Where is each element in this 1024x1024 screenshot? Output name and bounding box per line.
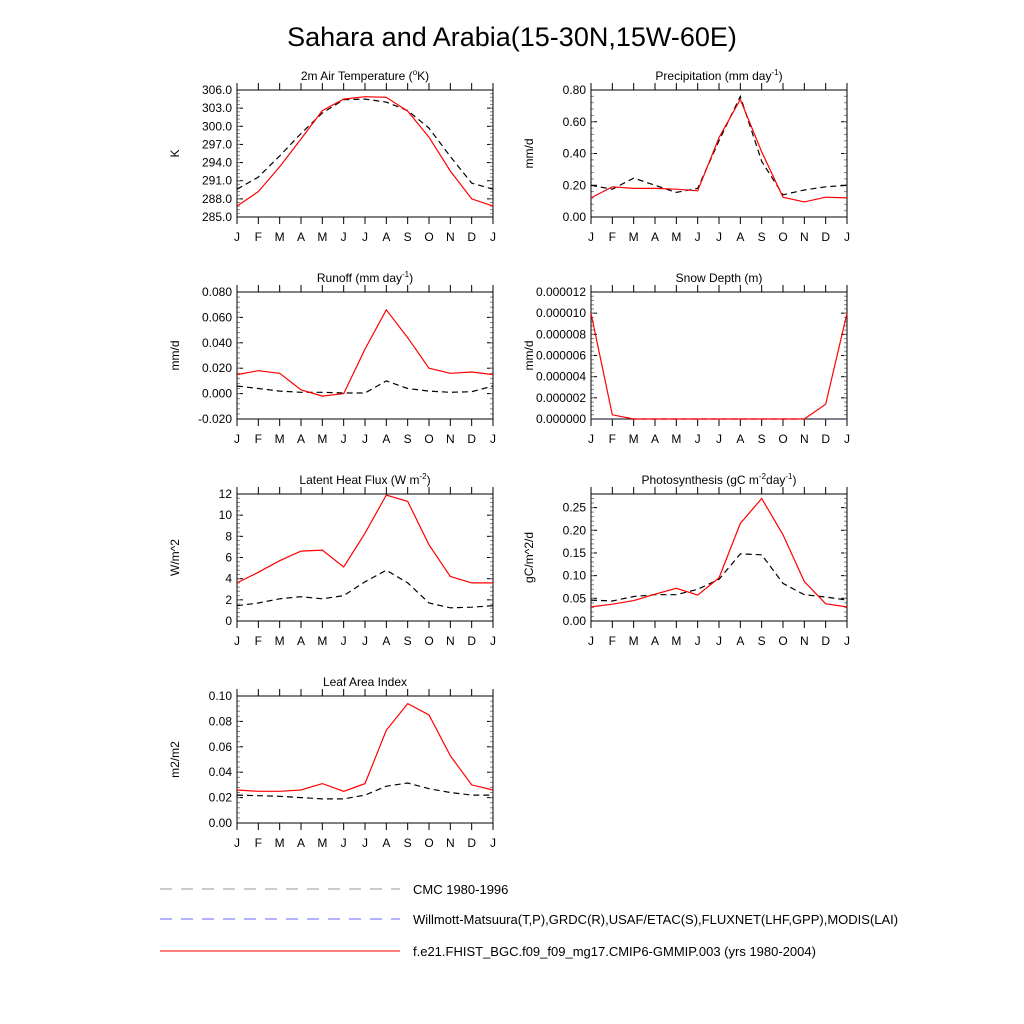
x-tick-label: A <box>382 230 391 244</box>
x-tick-label: A <box>296 634 306 648</box>
x-tick-label: F <box>254 836 263 850</box>
x-tick-label: F <box>608 230 617 244</box>
y-tick-label: 0.080 <box>201 285 232 299</box>
figure-title: Sahara and Arabia(15-30N,15W-60E) <box>287 22 737 52</box>
series-line-model <box>591 313 847 419</box>
x-tick-label: J <box>588 432 594 446</box>
x-tick-label: S <box>403 432 412 446</box>
plot-frame <box>591 292 847 419</box>
series-line-obs <box>237 381 493 393</box>
x-tick-label: A <box>382 634 391 648</box>
title-text: day <box>766 473 786 487</box>
x-tick-label: J <box>694 432 701 446</box>
panel-3 <box>168 270 496 446</box>
y-tick-label: 0.20 <box>562 523 586 538</box>
y-tick-label: 291.0 <box>201 173 232 188</box>
x-tick-label: S <box>757 634 766 648</box>
x-tick-label: A <box>736 230 745 244</box>
panel-6 <box>522 472 850 648</box>
x-tick-label: M <box>628 432 639 446</box>
series-line-model <box>591 100 847 202</box>
x-tick-label: N <box>799 634 809 648</box>
title-text: K) <box>417 69 430 83</box>
y-axis-label: W/m^2 <box>168 539 182 576</box>
plot-frame <box>237 90 493 217</box>
panel-title <box>676 271 763 285</box>
title-text: Latent Heat Flux (W m <box>299 473 420 487</box>
y-tick-label: -0.020 <box>197 412 232 426</box>
x-tick-label: M <box>274 836 285 850</box>
y-tick-label: 0.02 <box>208 790 232 805</box>
y-tick-label: 300.0 <box>201 119 232 134</box>
panel-title <box>323 675 407 689</box>
y-tick-label: 4 <box>225 571 232 586</box>
title-text: Snow Depth (m) <box>675 271 763 285</box>
x-tick-label: J <box>490 836 496 850</box>
y-tick-label: 0.040 <box>201 335 232 350</box>
x-tick-label: F <box>254 230 263 244</box>
y-tick-label: 0.000012 <box>535 285 586 299</box>
x-tick-label: J <box>490 634 496 648</box>
y-tick-label: 0.15 <box>562 545 586 560</box>
y-tick-label: 288.0 <box>201 191 232 206</box>
x-tick-label: A <box>296 432 306 446</box>
y-tick-label: 0.10 <box>208 689 232 703</box>
panel-7 <box>168 675 496 850</box>
x-tick-label: J <box>844 634 850 648</box>
series-line-model <box>237 97 493 206</box>
panel-1 <box>168 68 496 244</box>
series-line-model <box>237 495 493 583</box>
title-superscript: -1 <box>785 472 793 481</box>
y-tick-label: 0.25 <box>562 500 586 515</box>
y-tick-label: 294.0 <box>201 155 232 170</box>
plot-frame <box>591 90 847 217</box>
x-tick-label: J <box>362 836 368 850</box>
x-tick-label: S <box>757 432 766 446</box>
x-tick-label: J <box>490 230 496 244</box>
panel-5 <box>168 472 496 648</box>
y-axis-label: mm/d <box>522 340 536 371</box>
x-tick-label: N <box>445 432 455 446</box>
x-tick-label: F <box>608 634 617 648</box>
y-axis-label: gC/m^2/d <box>522 532 536 583</box>
x-tick-label: D <box>821 230 831 244</box>
x-tick-label: A <box>650 634 660 648</box>
series-line-model <box>591 499 847 607</box>
y-tick-label: 0.000008 <box>535 327 586 342</box>
y-tick-label: 0.10 <box>562 568 586 583</box>
series-line-model <box>237 704 493 792</box>
title-text: ) <box>792 473 797 487</box>
x-tick-label: M <box>317 432 328 446</box>
x-tick-label: J <box>716 432 722 446</box>
legend-label: f.e21.FHIST_BGC.f09_f09_mg17.CMIP6-GMMIP.003 (yrs 1980-2004) <box>413 944 816 959</box>
y-tick-label: 0.000010 <box>535 306 586 321</box>
y-tick-label: 306.0 <box>201 83 232 97</box>
x-tick-label: O <box>424 634 434 648</box>
y-tick-label: 0.000002 <box>535 390 586 405</box>
x-tick-label: A <box>296 230 306 244</box>
x-tick-label: M <box>274 230 285 244</box>
legend-label: CMC 1980-1996 <box>413 882 509 897</box>
x-tick-label: N <box>445 836 455 850</box>
plot-frame <box>237 696 493 823</box>
series-line-obs <box>237 570 493 608</box>
title-superscript: -2 <box>758 472 767 481</box>
x-tick-label: M <box>671 230 682 244</box>
y-tick-label: 303.0 <box>201 101 232 116</box>
y-tick-label: 8 <box>225 529 232 544</box>
x-tick-label: J <box>490 432 496 446</box>
x-tick-label: M <box>628 634 639 648</box>
x-tick-label: J <box>340 634 347 648</box>
x-tick-label: N <box>799 230 809 244</box>
x-tick-label: J <box>362 634 368 648</box>
x-tick-label: O <box>778 432 788 446</box>
y-tick-label: 285.0 <box>201 210 232 224</box>
title-text: ) <box>426 473 431 487</box>
x-tick-label: N <box>445 230 455 244</box>
panel-2 <box>522 68 850 244</box>
y-tick-label: 0.060 <box>201 310 232 325</box>
y-axis-label: m2/m2 <box>168 741 182 778</box>
x-tick-label: N <box>799 432 809 446</box>
legend <box>160 882 898 959</box>
x-tick-label: M <box>274 634 285 648</box>
title-text: Precipitation (mm day <box>655 69 772 83</box>
title-text: Leaf Area Index <box>322 675 408 689</box>
y-axis-label: K <box>168 149 182 158</box>
x-tick-label: F <box>608 432 617 446</box>
title-text: ) <box>778 69 783 83</box>
x-tick-label: D <box>467 634 477 648</box>
y-tick-label: 12 <box>218 487 232 501</box>
x-tick-label: J <box>340 230 347 244</box>
x-tick-label: O <box>424 230 434 244</box>
y-tick-label: 2 <box>225 592 232 607</box>
y-tick-label: 0.000000 <box>535 412 586 426</box>
panel-4 <box>522 271 850 446</box>
x-tick-label: A <box>382 432 391 446</box>
x-tick-label: M <box>671 634 682 648</box>
y-tick-label: 297.0 <box>201 137 232 152</box>
y-tick-label: 0.05 <box>562 591 586 606</box>
x-tick-label: J <box>340 432 347 446</box>
x-tick-label: S <box>403 836 412 850</box>
x-tick-label: N <box>445 634 455 648</box>
plot-frame <box>237 494 493 621</box>
title-text: ) <box>409 271 414 285</box>
x-tick-label: S <box>403 634 412 648</box>
x-tick-label: A <box>382 836 391 850</box>
y-tick-label: 0.020 <box>201 361 232 376</box>
x-tick-label: D <box>467 230 477 244</box>
x-tick-label: J <box>694 230 701 244</box>
panel-title <box>299 472 430 487</box>
x-tick-label: M <box>274 432 285 446</box>
panel-title <box>642 472 797 487</box>
title-text: Runoff (mm day <box>316 271 403 285</box>
x-tick-label: M <box>671 432 682 446</box>
y-tick-label: 10 <box>218 508 232 523</box>
x-tick-label: J <box>234 634 240 648</box>
y-tick-label: 0.06 <box>208 739 232 754</box>
x-tick-label: A <box>736 432 745 446</box>
title-superscript: -2 <box>419 472 427 481</box>
x-tick-label: S <box>757 230 766 244</box>
y-axis-label: mm/d <box>522 138 536 169</box>
x-tick-label: A <box>650 432 660 446</box>
y-tick-label: 0.000006 <box>535 348 586 363</box>
x-tick-label: D <box>821 634 831 648</box>
x-tick-label: O <box>424 432 434 446</box>
x-tick-label: J <box>362 230 368 244</box>
series-line-model <box>237 310 493 396</box>
y-tick-label: 0.00 <box>208 816 232 830</box>
title-text: 2m Air Temperature ( <box>300 69 413 83</box>
x-tick-label: M <box>628 230 639 244</box>
x-tick-label: J <box>234 836 240 850</box>
x-tick-label: F <box>254 432 263 446</box>
x-tick-label: D <box>467 432 477 446</box>
y-tick-label: 0.08 <box>208 714 232 729</box>
y-tick-label: 0.20 <box>562 178 586 193</box>
x-tick-label: O <box>778 634 788 648</box>
y-tick-label: 0.40 <box>562 146 586 161</box>
x-tick-label: F <box>254 634 263 648</box>
x-tick-label: M <box>317 836 328 850</box>
series-line-obs <box>591 96 847 194</box>
x-tick-label: A <box>650 230 660 244</box>
plot-frame <box>237 292 493 419</box>
title-superscript: -1 <box>402 270 410 279</box>
x-tick-label: M <box>317 230 328 244</box>
plot-frame <box>591 494 847 621</box>
x-tick-label: O <box>424 836 434 850</box>
x-tick-label: M <box>317 634 328 648</box>
panel-title <box>301 68 429 83</box>
title-superscript: -1 <box>771 68 779 77</box>
x-tick-label: D <box>467 836 477 850</box>
y-tick-label: 0.00 <box>562 614 586 628</box>
x-tick-label: A <box>736 634 745 648</box>
y-tick-label: 0 <box>225 614 232 628</box>
y-tick-label: 0.60 <box>562 114 586 129</box>
x-tick-label: J <box>588 230 594 244</box>
y-tick-label: 0.04 <box>208 765 232 780</box>
x-tick-label: J <box>716 634 722 648</box>
x-tick-label: J <box>234 432 240 446</box>
panel-title <box>655 68 782 83</box>
x-tick-label: O <box>778 230 788 244</box>
x-tick-label: A <box>296 836 306 850</box>
legend-label: Willmott-Matsuura(T,P),GRDC(R),USAF/ETAC(S),FLUXNET(LHF,GPP),MODIS(LAI) <box>413 912 899 927</box>
x-tick-label: J <box>694 634 701 648</box>
x-tick-label: D <box>821 432 831 446</box>
title-superscript: o <box>412 68 418 77</box>
x-tick-label: J <box>844 432 850 446</box>
x-tick-label: S <box>403 230 412 244</box>
x-tick-label: J <box>234 230 240 244</box>
y-tick-label: 6 <box>225 550 232 565</box>
y-axis-label: mm/d <box>168 340 182 371</box>
title-text: Photosynthesis (gC m <box>641 473 759 487</box>
y-tick-label: 0.80 <box>562 83 586 97</box>
x-tick-label: J <box>362 432 368 446</box>
x-tick-label: J <box>716 230 722 244</box>
y-tick-label: 0.000 <box>201 386 232 401</box>
x-tick-label: J <box>588 634 594 648</box>
x-tick-label: J <box>340 836 347 850</box>
panel-title <box>317 270 413 285</box>
y-tick-label: 0.000004 <box>535 369 586 384</box>
y-tick-label: 0.00 <box>562 210 586 224</box>
x-tick-label: J <box>844 230 850 244</box>
